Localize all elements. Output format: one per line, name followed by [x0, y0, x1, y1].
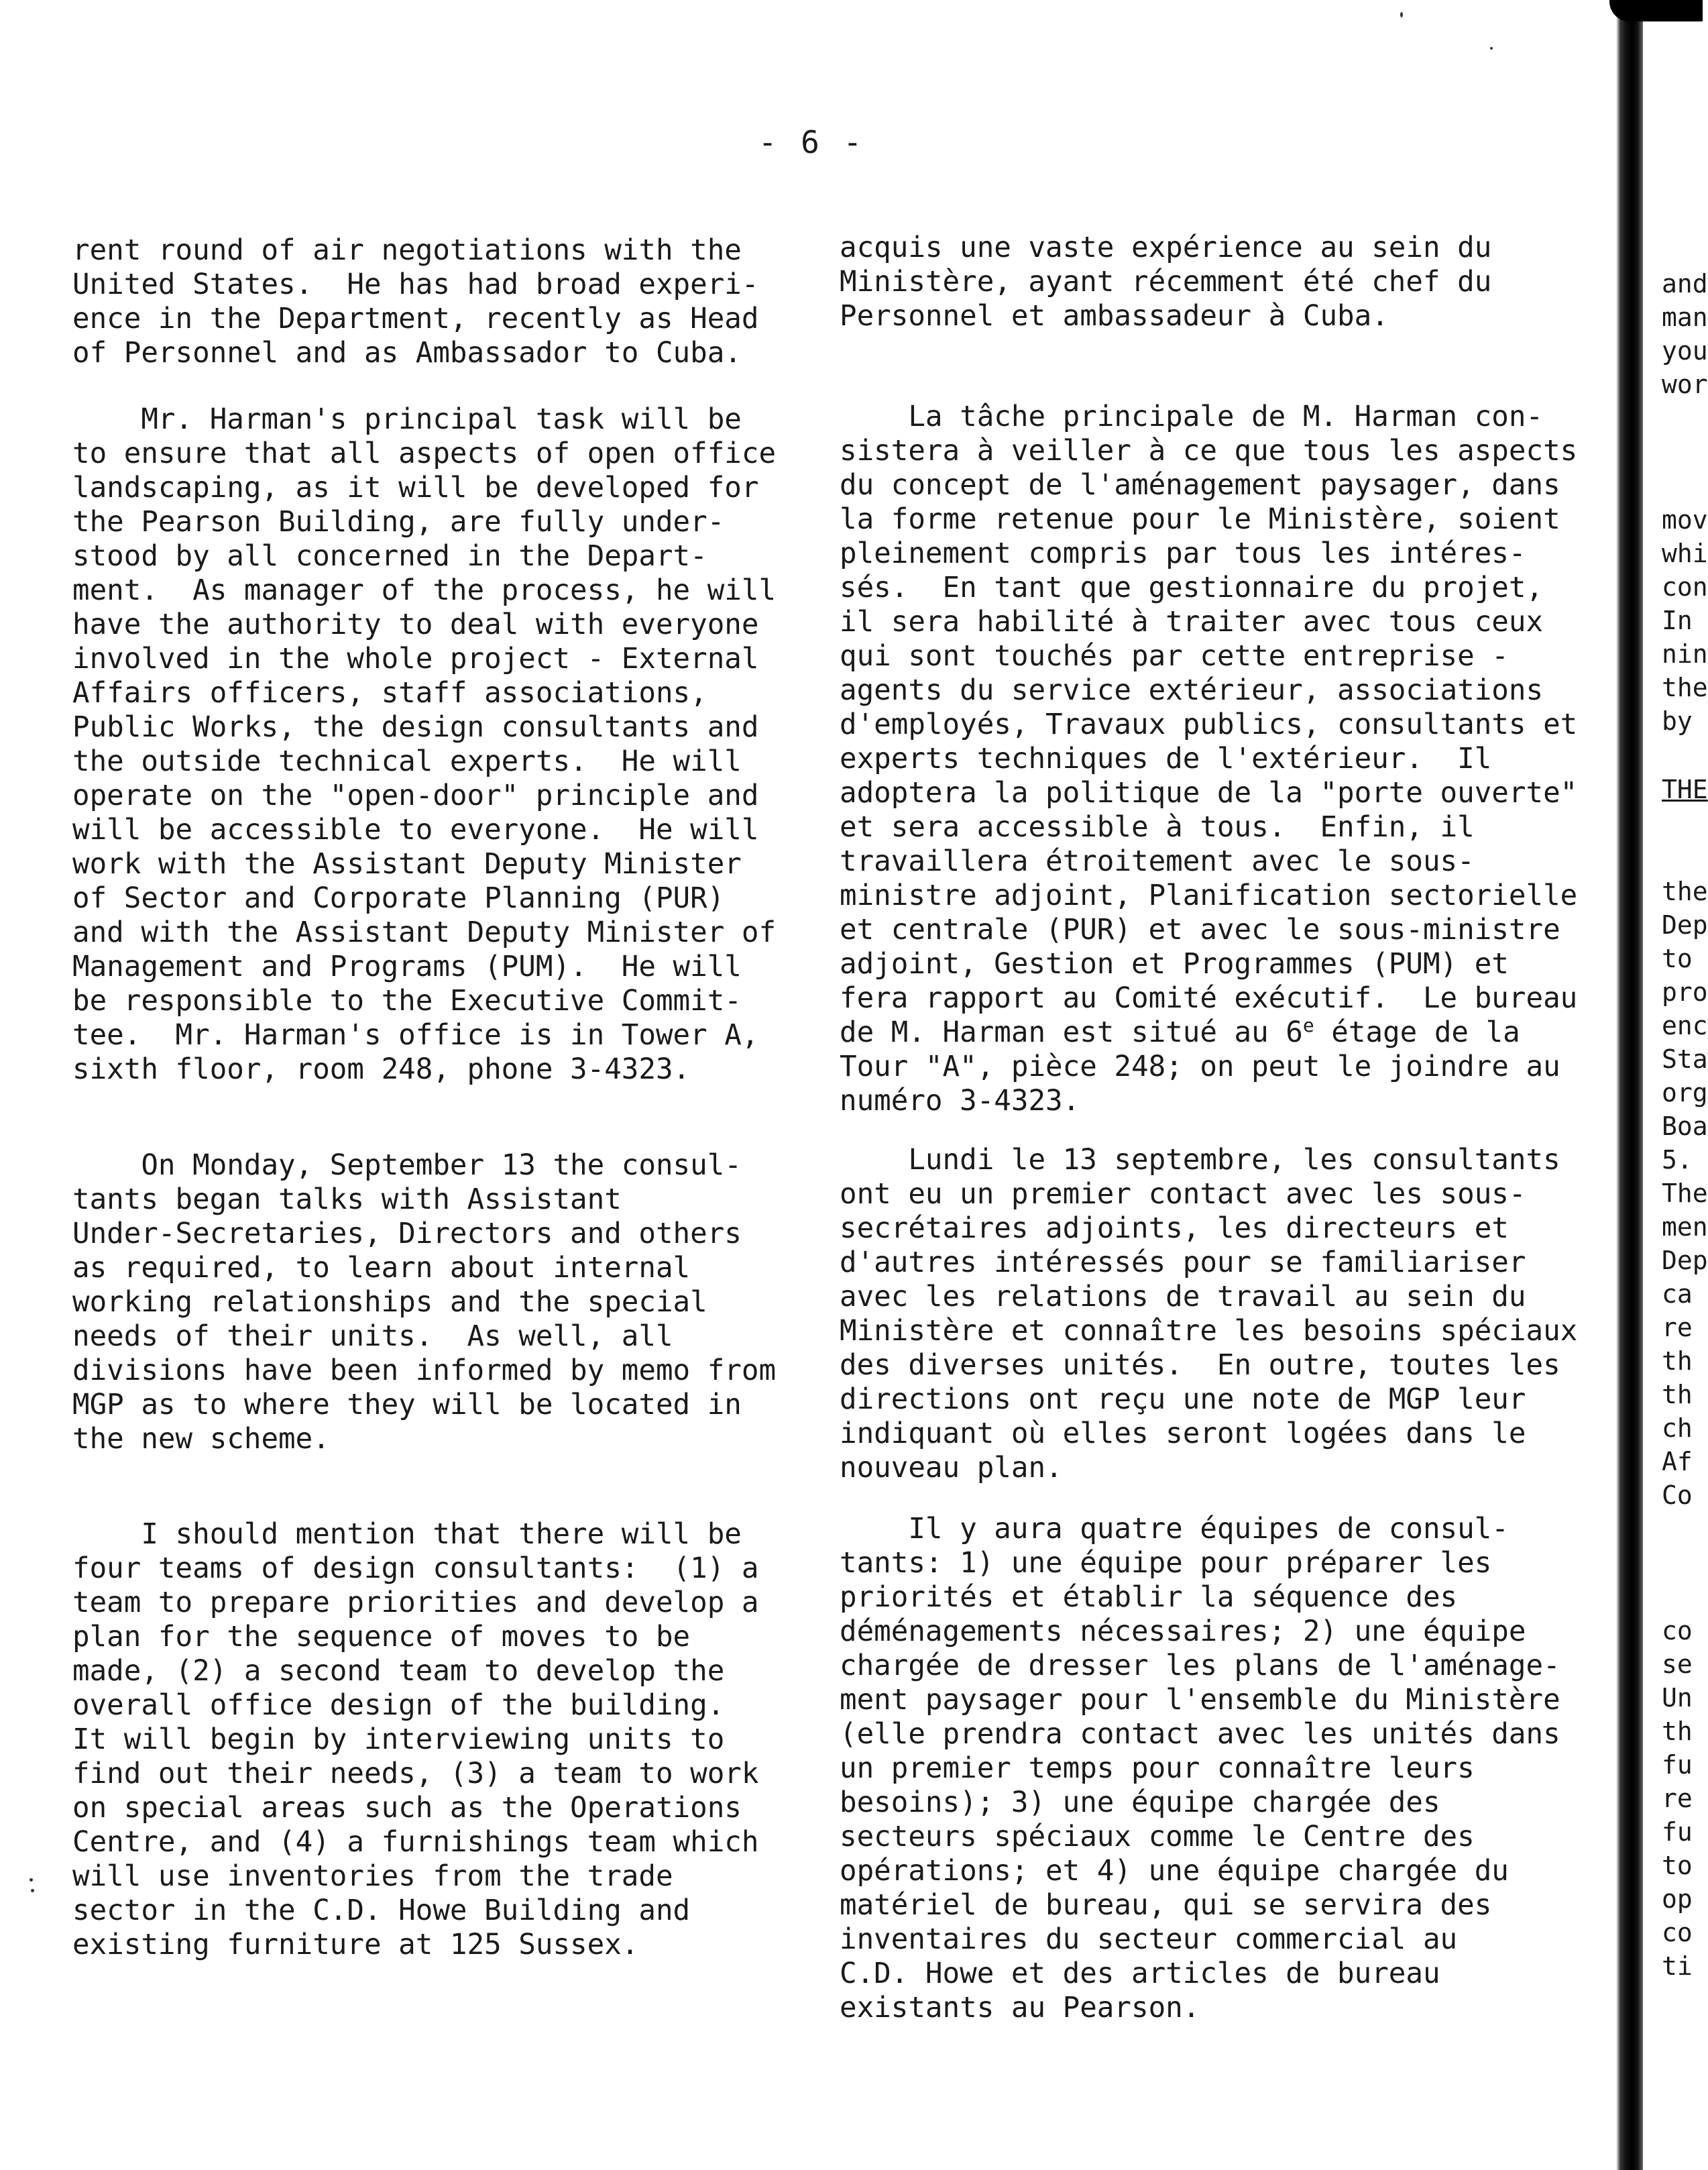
- english-paragraph-1: [72, 233, 759, 370]
- text-line: sixth floor, room 248, phone 3-4323.: [72, 1053, 691, 1086]
- text-line: I should mention that there will be: [72, 1518, 742, 1551]
- text-fragment: Boa: [1662, 1111, 1708, 1141]
- text-fragment: to: [1662, 944, 1693, 973]
- text-line: un premier temps pour connaître leurs: [840, 1752, 1475, 1785]
- scan-speck: [30, 1878, 33, 1882]
- text-fragment: th: [1662, 1717, 1693, 1746]
- text-line: adjoint, Gestion et Programmes (PUM) et: [840, 948, 1509, 981]
- text-line: Mr. Harman's principal task will be: [72, 403, 742, 436]
- text-fragment: re: [1662, 1313, 1693, 1342]
- text-line: team to prepare priorities and develop a: [72, 1586, 759, 1619]
- text-line: Under-Secretaries, Directors and others: [72, 1217, 742, 1250]
- text-line: rent round of air negotiations with the: [72, 234, 742, 267]
- text-line: involved in the whole project - External: [72, 643, 759, 675]
- text-line: chargée de dresser les plans de l'aménage-: [840, 1649, 1560, 1682]
- text-line: acquis une vaste expérience au sein du: [840, 231, 1492, 264]
- text-line: travaillera étroitement avec le sous-: [840, 845, 1475, 878]
- page-binding-shadow: [1616, 0, 1643, 2170]
- text-line: du concept de l'aménagement paysager, dans: [840, 469, 1560, 502]
- text-line: ont eu un premier contact avec les sous-: [840, 1178, 1526, 1211]
- text-line: Il y aura quatre équipes de consul-: [840, 1513, 1509, 1545]
- text-fragment: nin: [1662, 639, 1708, 669]
- text-fragment: Dep: [1662, 910, 1708, 940]
- text-line: avec les relations de travail au sein du: [840, 1281, 1526, 1313]
- text-fragment: Af: [1662, 1447, 1693, 1476]
- text-line: Affairs officers, staff associations,: [72, 677, 707, 710]
- text-line: of Sector and Corporate Planning (PUR): [72, 882, 725, 915]
- text-fragment: wor: [1662, 370, 1708, 399]
- text-fragment: In: [1662, 606, 1693, 635]
- text-fragment: The: [1662, 1179, 1708, 1208]
- text-line: indiquant où elles seront logées dans le: [840, 1417, 1526, 1450]
- text-line: adoptera la politique de la "porte ouverte": [840, 777, 1578, 810]
- text-line: Management and Programs (PUM). He will: [72, 951, 742, 983]
- text-line: La tâche principale de M. Harman con-: [840, 400, 1544, 433]
- text-fragment: Un: [1662, 1683, 1693, 1713]
- text-line: Centre, and (4) a furnishings team which: [72, 1826, 759, 1859]
- text-fragment: org: [1662, 1078, 1708, 1107]
- text-fragment: fu: [1662, 1817, 1693, 1847]
- text-line: il sera habilité à traiter avec tous ceux: [840, 606, 1544, 639]
- text-fragment: con: [1662, 572, 1708, 602]
- text-line: inventaires du secteur commercial au: [840, 1923, 1458, 1956]
- text-line: to ensure that all aspects of open office: [72, 437, 777, 470]
- text-line: the outside technical experts. He will: [72, 745, 742, 778]
- text-line: C.D. Howe et des articles de bureau: [840, 1957, 1440, 1990]
- text-line: working relationships and the special: [72, 1286, 707, 1319]
- text-line: landscaping, as it will be developed for: [72, 472, 759, 504]
- text-line: fera rapport au Comité exécutif. Le bureau: [840, 982, 1578, 1015]
- scan-speck: [31, 1889, 34, 1892]
- text-line: directions ont reçu une note de MGP leur: [840, 1383, 1526, 1416]
- text-fragment: Sta: [1662, 1044, 1708, 1074]
- text-fragment: 5.: [1662, 1145, 1693, 1175]
- text-line: tee. Mr. Harman's office is in Tower A,: [72, 1019, 759, 1052]
- text-line: ment. As manager of the process, he will: [72, 574, 777, 607]
- text-line: On Monday, September 13 the consul-: [72, 1149, 742, 1182]
- text-line: pleinement compris par tous les intéres-: [840, 537, 1526, 570]
- text-span: étage de la: [1314, 1016, 1520, 1049]
- text-line: besoins); 3) une équipe chargée des: [840, 1786, 1440, 1819]
- text-line: tants: 1) une équipe pour préparer les: [840, 1547, 1492, 1580]
- text-line: la forme retenue pour le Ministère, soient: [840, 503, 1560, 536]
- text-line: des diverses unités. En outre, toutes les: [840, 1349, 1560, 1382]
- text-line: ence in the Department, recently as Head: [72, 303, 759, 335]
- text-fragment: se: [1662, 1649, 1693, 1679]
- text-line: find out their needs, (3) a team to work: [72, 1757, 759, 1790]
- text-fragment: op: [1662, 1884, 1693, 1914]
- text-line: as required, to learn about internal: [72, 1252, 691, 1285]
- text-line: United States. He has had broad experi-: [72, 268, 759, 301]
- text-line: be responsible to the Executive Commit-: [72, 985, 742, 1018]
- french-paragraph-1: [840, 231, 1491, 333]
- text-fragment: pro: [1662, 977, 1708, 1007]
- text-line: (elle prendra contact avec les unités dans: [840, 1718, 1560, 1751]
- text-line: the new scheme.: [72, 1423, 330, 1456]
- text-line: sector in the C.D. Howe Building and: [72, 1894, 691, 1927]
- text-line: divisions have been informed by memo from: [72, 1354, 777, 1387]
- text-fragment: co: [1662, 1616, 1693, 1645]
- scan-speck: [1490, 47, 1493, 50]
- english-paragraph-3: [72, 1148, 776, 1456]
- text-line: Personnel et ambassadeur à Cuba.: [840, 300, 1389, 333]
- text-fragment: ca: [1662, 1279, 1693, 1309]
- text-line: opérations; et 4) une équipe chargée du: [840, 1855, 1509, 1888]
- text-line: existing furniture at 125 Sussex.: [72, 1929, 639, 1961]
- text-line: ment paysager pour l'ensemble du Ministère: [840, 1684, 1560, 1717]
- text-line: the Pearson Building, are fully under-: [72, 506, 725, 539]
- text-fragment: by: [1662, 706, 1693, 736]
- text-line: numéro 3-4323.: [840, 1085, 1080, 1118]
- text-line: operate on the "open-door" principle and: [72, 779, 759, 812]
- text-line: ministre adjoint, Planification sectorielle: [840, 879, 1578, 912]
- text-fragment: and: [1662, 269, 1708, 299]
- text-line: agents du service extérieur, associations: [840, 674, 1544, 707]
- text-fragment: whi: [1662, 539, 1708, 568]
- text-line: have the authority to deal with everyone: [72, 608, 759, 641]
- section-heading-fragment: THE: [1662, 775, 1708, 804]
- english-paragraph-4: [72, 1517, 759, 1962]
- text-line: stood by all concerned in the Depart-: [72, 540, 707, 573]
- text-fragment: the: [1662, 877, 1708, 906]
- text-line: sés. En tant que gestionnaire du projet,: [840, 572, 1544, 604]
- ordinal-superscript: e: [1302, 1014, 1314, 1036]
- text-fragment: man: [1662, 303, 1708, 332]
- text-fragment: Co: [1662, 1480, 1693, 1510]
- text-line: priorités et établir la séquence des: [840, 1581, 1458, 1614]
- text-fragment: Dep: [1662, 1246, 1708, 1275]
- text-line: plan for the sequence of moves to be: [72, 1621, 691, 1653]
- french-paragraph-4: [840, 1512, 1560, 2025]
- text-line: matériel de bureau, qui se servira des: [840, 1889, 1492, 1922]
- text-line: needs of their units. As well, all: [72, 1320, 673, 1353]
- page-number: - 6 -: [758, 124, 865, 160]
- text-fragment: re: [1662, 1784, 1693, 1813]
- text-line: secteurs spéciaux comme le Centre des: [840, 1821, 1475, 1853]
- text-fragment: th: [1662, 1346, 1693, 1376]
- text-line: will use inventories from the trade: [72, 1860, 673, 1893]
- text-fragment: th: [1662, 1380, 1693, 1409]
- text-fragment: ti: [1662, 1951, 1693, 1981]
- text-line: work with the Assistant Deputy Minister: [72, 848, 742, 881]
- text-line: made, (2) a second team to develop the: [72, 1655, 725, 1688]
- text-line: et centrale (PUR) et avec le sous-ministre: [840, 914, 1560, 946]
- english-paragraph-2: [72, 402, 776, 1087]
- text-line: nouveau plan.: [840, 1452, 1063, 1484]
- text-line: Public Works, the design consultants and: [72, 711, 759, 744]
- text-line: d'employés, Travaux publics, consultants et: [840, 708, 1578, 741]
- text-line: Lundi le 13 septembre, les consultants: [840, 1144, 1560, 1177]
- text-line: secrétaires adjoints, les directeurs et: [840, 1212, 1509, 1245]
- text-fragment: the: [1662, 673, 1708, 702]
- text-fragment: mov: [1662, 505, 1708, 535]
- text-line: qui sont touchés par cette entreprise -: [840, 640, 1509, 673]
- text-line: d'autres intéressés pour se familiariser: [840, 1246, 1526, 1279]
- text-span: de M. Harman est situé au 6: [840, 1016, 1303, 1049]
- text-line: déménagements nécessaires; 2) une équipe: [840, 1615, 1526, 1648]
- scan-speck: [1400, 12, 1403, 17]
- text-line: existants au Pearson.: [840, 1992, 1200, 2024]
- french-paragraph-2: [840, 400, 1577, 1118]
- text-line: experts techniques de l'extérieur. Il: [840, 743, 1492, 775]
- text-fragment: fu: [1662, 1750, 1693, 1780]
- text-line: of Personnel and as Ambassador to Cuba.: [72, 337, 742, 370]
- text-fragment: to: [1662, 1851, 1693, 1880]
- text-line: overall office design of the building.: [72, 1689, 725, 1722]
- text-line: will be accessible to everyone. He will: [72, 814, 759, 847]
- text-line: Ministère, ayant récemment été chef du: [840, 266, 1492, 299]
- text-line: It will begin by interviewing units to: [72, 1723, 725, 1756]
- text-fragment: co: [1662, 1918, 1693, 1947]
- text-fragment: you: [1662, 336, 1708, 366]
- text-line: Ministère et connaître les besoins spéciaux: [840, 1315, 1578, 1348]
- french-paragraph-3: [840, 1143, 1577, 1485]
- text-line: et sera accessible à tous. Enfin, il: [840, 811, 1475, 844]
- text-line: sistera à veiller à ce que tous les aspects: [840, 435, 1578, 468]
- text-line: [840, 1016, 1577, 1050]
- text-line: tants began talks with Assistant: [72, 1183, 622, 1216]
- text-line: and with the Assistant Deputy Minister of: [72, 916, 777, 949]
- text-fragment: men: [1662, 1212, 1708, 1242]
- text-line: four teams of design consultants: (1) a: [72, 1552, 759, 1585]
- text-line: MGP as to where they will be located in: [72, 1389, 742, 1421]
- text-line: Tour "A", pièce 248; on peut le joindre au: [840, 1050, 1560, 1083]
- text-line: on special areas such as the Operations: [72, 1792, 742, 1825]
- text-fragment: enc: [1662, 1011, 1708, 1040]
- text-fragment: ch: [1662, 1413, 1693, 1443]
- next-page-fragment: [1662, 0, 1708, 2170]
